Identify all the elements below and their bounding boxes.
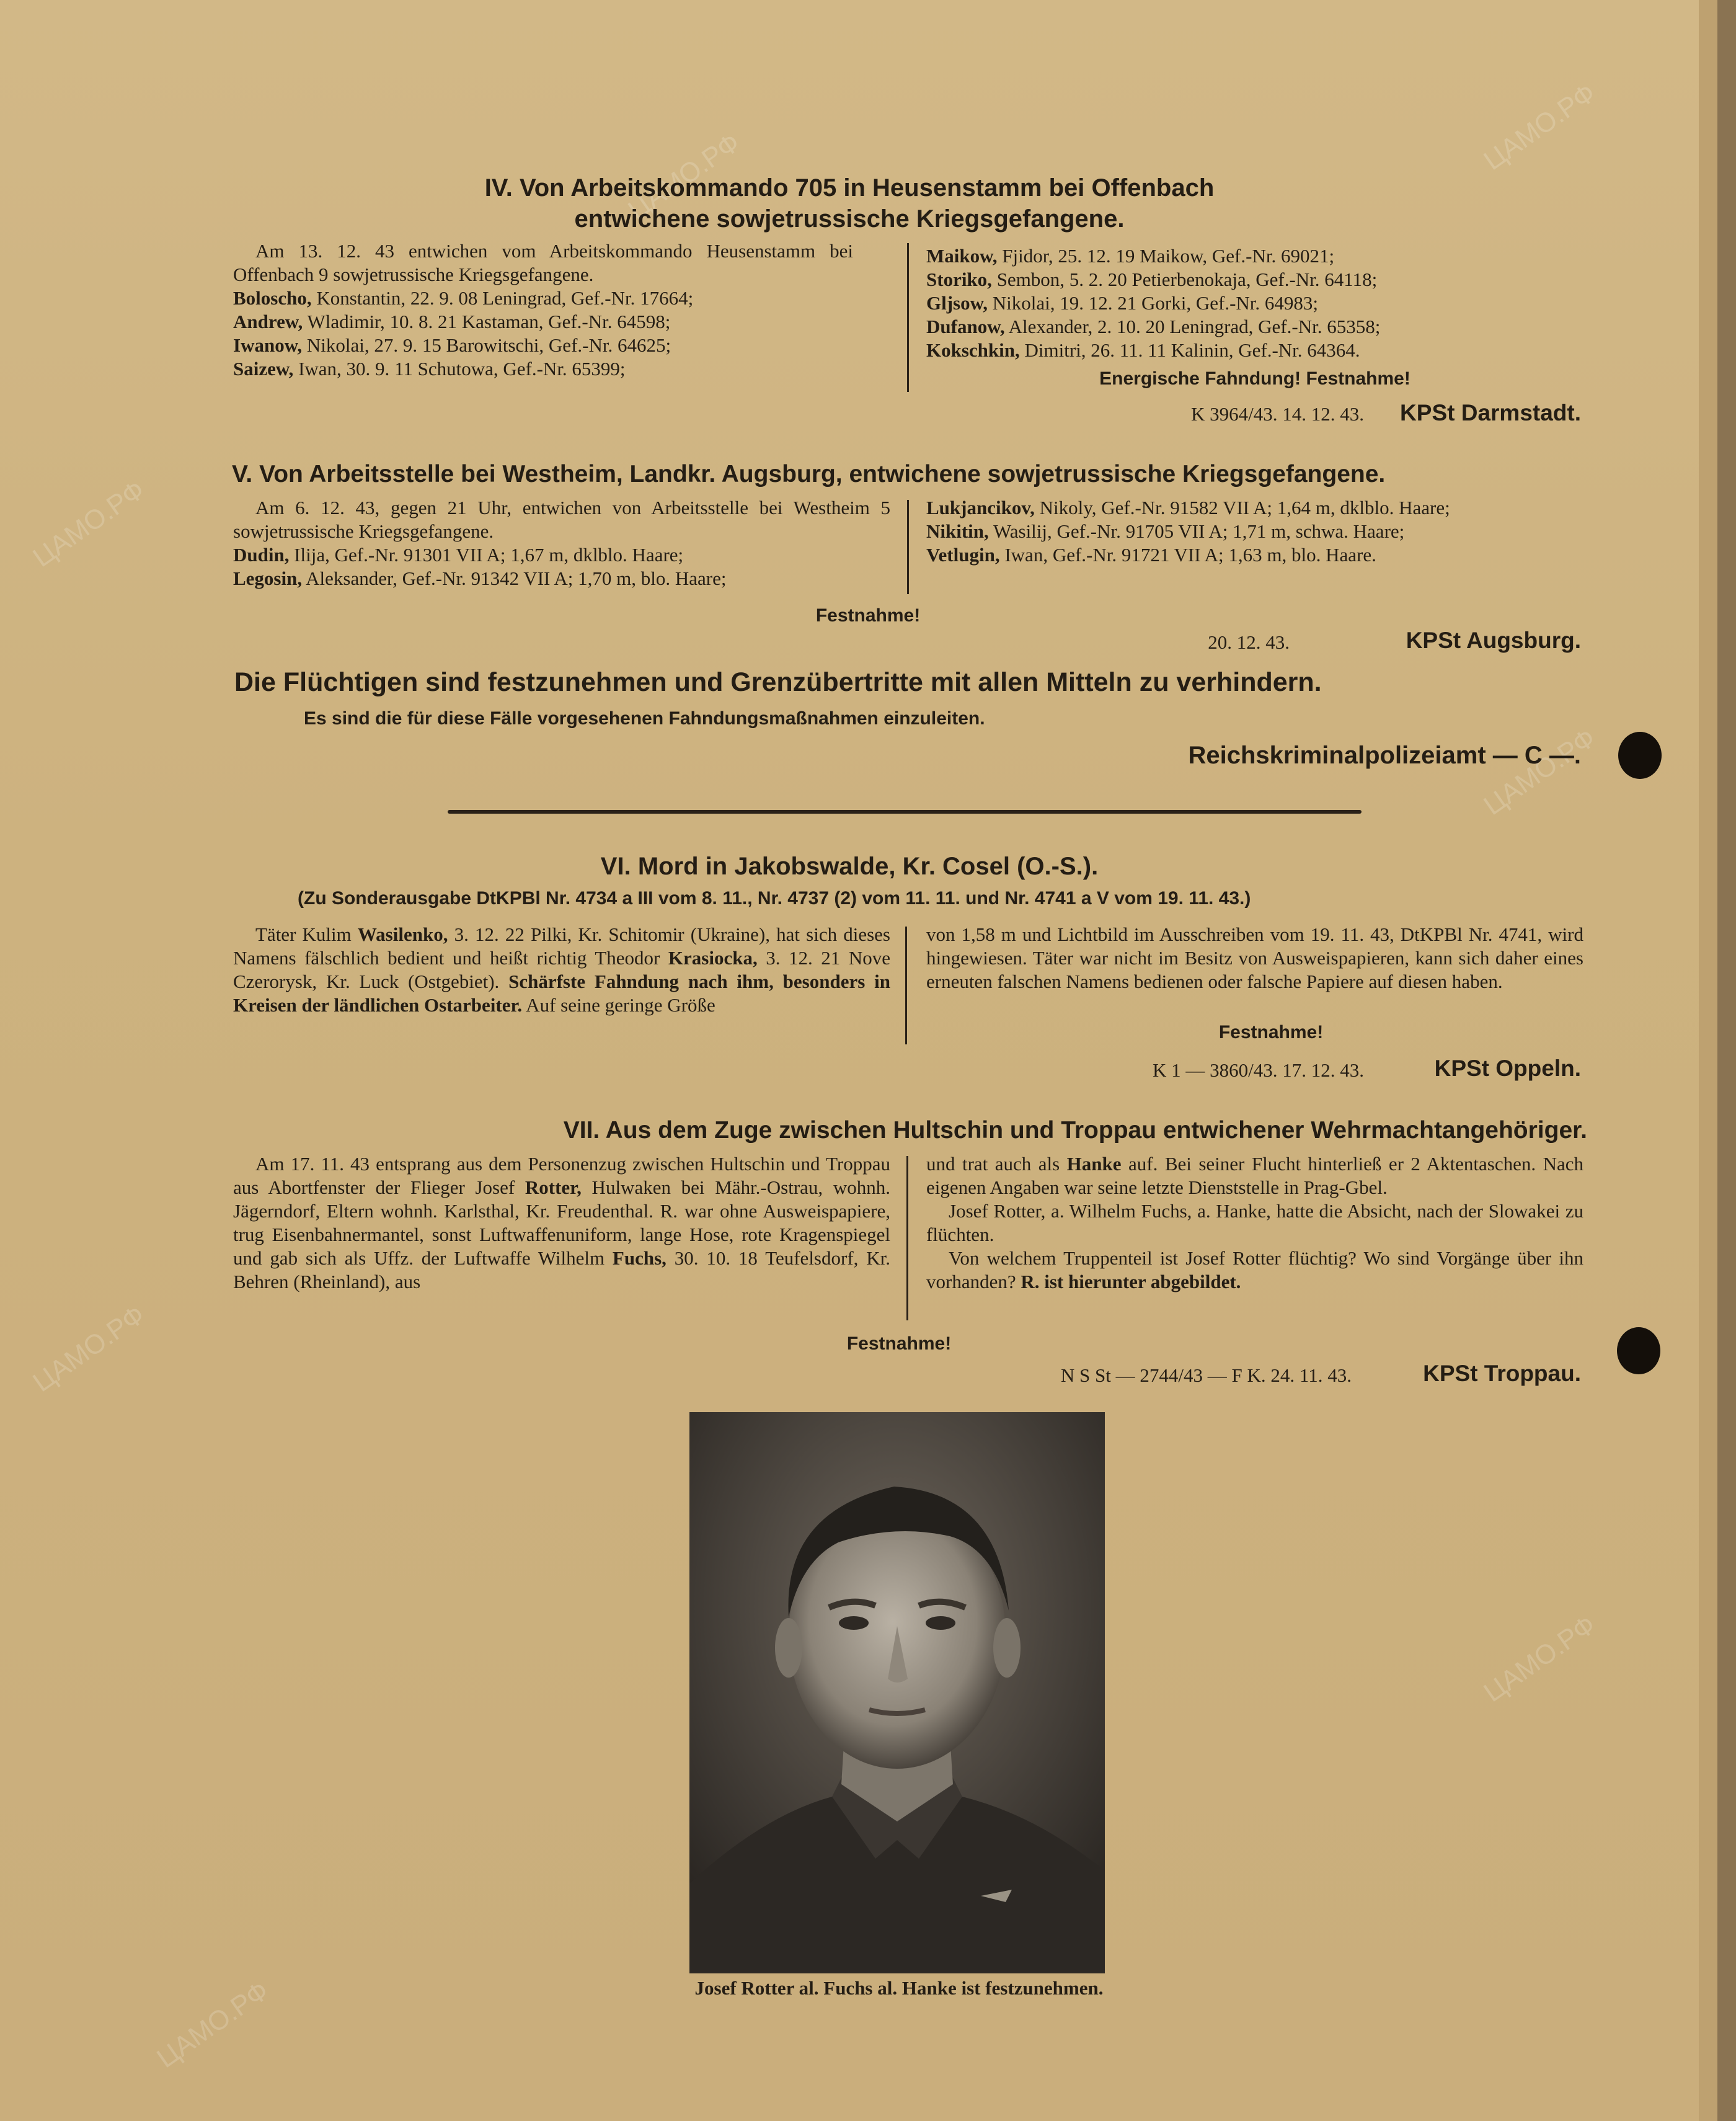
section-5-entry: Legosin, Aleksander, Gef.-Nr. 91342 VII A; 1,70 m, blo. Haare; [233, 567, 727, 589]
section-5-action: Festnahme! [815, 605, 921, 626]
section-4-entry: Boloscho, Konstantin, 22. 9. 08 Leningrad, Gef.-Nr. 17664; [233, 287, 694, 309]
section-6-right-column: von 1,58 m und Lichtbild im Ausschreiben vom 19. 11. 43, DtKPBl Nr. 4741, wird hingewiesen. Täter war nicht im Besitz von Ausweispapieren, kann sich daher eines erneuten falschen Namens bedienen oder falsche Papiere auf diesen haben. [926, 923, 1583, 992]
punch-hole [1617, 1327, 1660, 1374]
column-divider [907, 243, 909, 392]
section-4-entry: Storiko, Sembon, 5. 2. 20 Petierbenokaja, Gef.-Nr. 64118; [926, 269, 1378, 290]
section-7-right-column: und trat auch als Hanke auf. Bei seiner Flucht hinterließ er 2 Aktentaschen. Nach eigenen Angaben war seine letzte Dienststelle in Prag-Gbel. Josef Rotter, a. Wilhelm Fuchs, a. Hanke, hatte die Absicht, nach der Slowakei zu flüchten. Von welchem Truppenteil ist Josef Rotter flüchtig? Wo sind Vorgänge über ihn vorhanden? R. ist hierunter abgebildet. [926, 1153, 1583, 1292]
section-7-office: KPSt Troppau. [1423, 1361, 1581, 1386]
section-6-reference: K 1 — 3860/43. 17. 12. 43. [1153, 1059, 1364, 1081]
section-4-entry: Gljsow, Nikolai, 19. 12. 21 Gorki, Gef.-Nr. 64983; [926, 292, 1319, 314]
section-4-entry: Maikow, Fjidor, 25. 12. 19 Maikow, Gef.-Nr. 69021; [926, 245, 1335, 267]
section-5-right-column [926, 496, 1583, 567]
section-6-title: VI. Mord in Jakobswalde, Kr. Cosel (O.-S.). [600, 853, 1099, 880]
general-headline: Die Flüchtigen sind festzunehmen und Grenzübertritte mit allen Mitteln zu verhindern. [234, 667, 1322, 697]
page-edge-dark [1717, 0, 1736, 2121]
section-4-entry: Saizew, Iwan, 30. 9. 11 Schutowa, Gef.-Nr. 65399; [233, 358, 626, 380]
section-6-subtitle: (Zu Sonderausgabe DtKPBl Nr. 4734 a III vom 8. 11., Nr. 4737 (2) vom 11. 11. und Nr. 4741 a V vom 19. 11. 43.) [298, 888, 1251, 909]
section-5-intro: Am 6. 12. 43, gegen 21 Uhr, entwichen von Arbeitsstelle bei Westheim 5 sowjetrussische Kriegsgefangene. [233, 497, 890, 542]
section-4-intro: Am 13. 12. 43 entwichen vom Arbeitskommando Heusenstamm bei Offenbach 9 sowjetrussische Kriegsgefangene. [233, 240, 853, 285]
watermark: ЦАМО.РФ [1478, 723, 1601, 822]
watermark: ЦАМО.РФ [1478, 78, 1601, 177]
section-6-office: KPSt Oppeln. [1434, 1056, 1581, 1081]
column-divider [905, 927, 907, 1044]
section-5-office: KPSt Augsburg. [1406, 628, 1581, 653]
section-7-action: Festnahme! [846, 1333, 952, 1354]
section-5-entry: Nikitin, Wasilij, Gef.-Nr. 91705 VII A; 1,71 m, schwa. Haare; [926, 520, 1405, 542]
portrait-photo [689, 1412, 1105, 1973]
section-4-entry: Kokschkin, Dimitri, 26. 11. 11 Kalinin, Gef.-Nr. 64364. [926, 339, 1360, 361]
section-4-entry: Iwanow, Nikolai, 27. 9. 15 Barowitschi, Gef.-Nr. 64625; [233, 334, 671, 356]
section-4-left-column [233, 239, 853, 381]
section-divider [448, 810, 1362, 814]
section-5-entry: Vetlugin, Iwan, Gef.-Nr. 91721 VII A; 1,63 m, blo. Haare. [926, 544, 1376, 566]
photo-caption: Josef Rotter al. Fuchs al. Hanke ist festzunehmen. [694, 1977, 1104, 1999]
section-5-left-column [233, 496, 890, 590]
section-5-title: V. Von Arbeitsstelle bei Westheim, Landkr. Augsburg, entwichene sowjetrussische Kriegsgefangene. [232, 461, 1386, 487]
section-4-entry: Andrew, Wladimir, 10. 8. 21 Kastaman, Gef.-Nr. 64598; [233, 311, 671, 332]
watermark: ЦАМО.РФ [27, 474, 151, 574]
section-6-action: Festnahme! [1218, 1022, 1324, 1043]
section-4-subtitle: entwichene sowjetrussische Kriegsgefangene. [574, 205, 1125, 233]
section-4-entry: Dufanow, Alexander, 2. 10. 20 Leningrad, Gef.-Nr. 65358; [926, 316, 1381, 337]
section-4-title: IV. Von Arbeitskommando 705 in Heusenstamm bei Offenbach [484, 174, 1215, 202]
section-6-left-column: Täter Kulim Wasilenko, 3. 12. 22 Pilki, Kr. Schitomir (Ukraine), hat sich dieses Namens fälschlich bedient und heißt richtig Theodor Krasiocka, 3. 12. 21 Nove Czerorysk, Kr. Luck (Ostgebiet). Schärfste Fahndung nach ihm, besonders in Kreisen der ländlichen Ostarbeiter. Auf seine geringe Größe [233, 923, 890, 1016]
section-7-left-column: Am 17. 11. 43 entsprang aus dem Personenzug zwischen Hultschin und Troppau aus Abortfenster der Flieger Josef Rotter, Hulwaken bei Mähr.-Ostrau, wohnh. Jägerndorf, Eltern wohnh. Karlsthal, Kr. Freudenthal. R. war ohne Ausweispapiere, trug Eisenbahnermantel, sonst Luftwaffenuniform, lange Hose, rote Kragenspiegel und gab sich als Uffz. der Luftwaffe Wilhelm Fuchs, 30. 10. 18 Teufelsdorf, Kr. Behren (Rheinland), aus [233, 1153, 890, 1292]
section-5-reference: 20. 12. 43. [1208, 631, 1290, 653]
general-office: Reichskriminalpolizeiamt — C —. [1188, 742, 1581, 769]
column-divider [907, 500, 909, 594]
watermark: ЦАМО.РФ [622, 127, 746, 226]
section-7-reference: N S St — 2744/43 — F K. 24. 11. 43. [1060, 1364, 1352, 1386]
watermark: ЦАМО.РФ [27, 1299, 151, 1398]
section-4-right-column [926, 244, 1583, 362]
general-subline: Es sind die für diese Fälle vorgesehenen Fahndungsmaßnahmen einzuleiten. [304, 708, 985, 729]
section-4-reference: K 3964/43. 14. 12. 43. [1191, 403, 1364, 425]
section-5-entry: Lukjancikov, Nikoly, Gef.-Nr. 91582 VII A; 1,64 m, dklblo. Haare; [926, 497, 1450, 518]
punch-hole [1618, 732, 1662, 779]
watermark: ЦАМО.РФ [151, 1975, 275, 2074]
suspect-photograph [689, 1412, 1105, 1973]
section-7-title: VII. Aus dem Zuge zwischen Hultschin und Troppau entwichener Wehrmachtangehöriger. [563, 1117, 1587, 1144]
column-divider [906, 1156, 908, 1320]
section-4-action: Energische Fahndung! Festnahme! [1099, 368, 1410, 389]
section-5-entry: Dudin, Ilija, Gef.-Nr. 91301 VII A; 1,67 m, dklblo. Haare; [233, 544, 684, 566]
watermark: ЦАМО.РФ [1478, 1609, 1601, 1709]
section-4-office: KPSt Darmstadt. [1400, 400, 1581, 425]
page-edge [1699, 0, 1717, 2121]
